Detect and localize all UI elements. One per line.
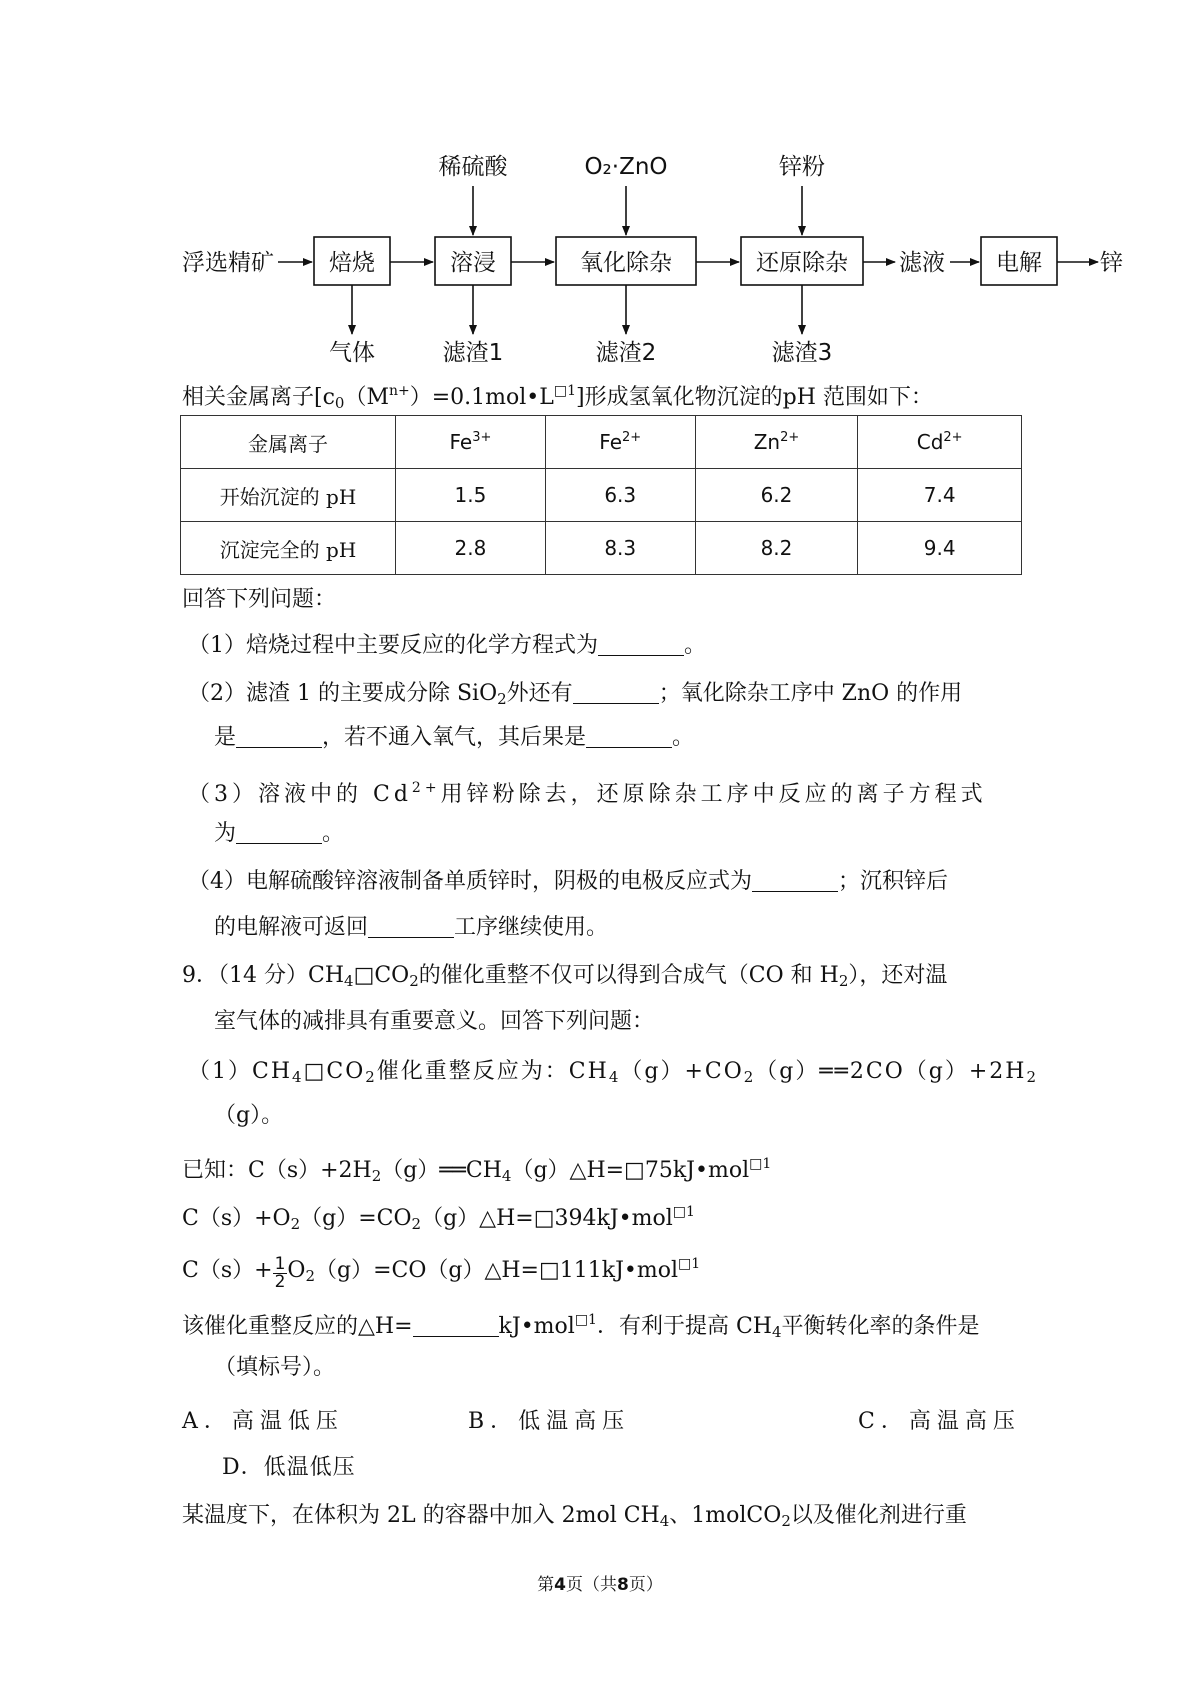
- intro-c-subscript: 0: [334, 394, 345, 412]
- subscript: 2: [781, 1512, 791, 1530]
- subscript: 2: [1026, 1068, 1038, 1086]
- table-cell: 2.8: [396, 522, 546, 575]
- subscript: 2: [305, 1267, 315, 1285]
- question-text: kJ•mol: [498, 1314, 575, 1339]
- process-flowchart: [0, 0, 1200, 370]
- ion-symbol: Fe: [599, 430, 623, 454]
- ion-charge: 2+: [622, 430, 642, 445]
- question-text: 是: [214, 725, 237, 750]
- intro-l-superscript: □1: [553, 383, 577, 399]
- footer-text: 页）: [628, 1575, 663, 1595]
- question-text: （1）焙烧过程中主要反应的化学方程式为: [188, 633, 598, 658]
- question-text: ；沉积锌后: [838, 869, 949, 894]
- known-equation-1: [182, 1148, 771, 1192]
- equation-text: （g）=CO（g）△H=□111kJ•mol: [314, 1258, 679, 1283]
- byproduct-label-residue3: 滤渣3: [771, 340, 833, 366]
- equation-text: 已知：C（s）+2H: [182, 1158, 372, 1183]
- ph-range-table: [180, 415, 1022, 575]
- table-intro-line: [182, 375, 933, 419]
- equation-text: （g）=CO: [300, 1206, 412, 1231]
- question-text: 的电解液可返回: [214, 915, 369, 940]
- table-header-cell: [396, 416, 546, 469]
- question-text: □CO: [353, 963, 410, 988]
- question-text: 、1molCO: [669, 1503, 782, 1528]
- question-text: 。: [684, 633, 707, 658]
- ion-charge: 2+: [780, 430, 800, 445]
- question-4-line-2: [214, 912, 608, 944]
- question-text: 用锌粉除去，还原除杂工序中反应的离子方程式: [440, 782, 987, 807]
- question-text: 9．（14 分）CH: [182, 963, 345, 988]
- step-label-oxidation: 氧化除杂: [580, 250, 672, 276]
- question-text: 以及催化剂进行重: [790, 1503, 967, 1528]
- question-text: （g）══2CO（g）+2H: [755, 1059, 1027, 1084]
- equation-text: （g）△H=□394kJ•mol: [421, 1206, 673, 1231]
- byproduct-label-residue2: 滤渣2: [595, 340, 657, 366]
- ion-charge: 3+: [472, 430, 492, 445]
- question-2-line-2: [214, 722, 694, 754]
- subscript: 2: [497, 690, 507, 708]
- table-cell: 6.2: [695, 469, 858, 522]
- table-row-label: 开始沉淀的 pH: [181, 469, 396, 522]
- subscript: 4: [659, 1512, 670, 1530]
- table-header-cell: [858, 416, 1022, 469]
- table-cell: 7.4: [858, 469, 1022, 522]
- question-text: ．有利于提高 CH: [596, 1314, 772, 1339]
- step-label-leaching: 溶浸: [450, 250, 496, 276]
- superscript: □1: [672, 1204, 695, 1220]
- table-header-cell: [545, 416, 695, 469]
- answer-blank: [573, 681, 659, 704]
- table-row: [181, 522, 1022, 575]
- question-3-line-2: [214, 818, 344, 850]
- equation-text: C（s）+O: [182, 1206, 291, 1231]
- superscript: 2+: [411, 780, 441, 796]
- answer-blank: [236, 821, 322, 844]
- subscript: 2: [411, 1215, 422, 1233]
- footer-text: 第: [537, 1575, 555, 1595]
- subscript: 4: [771, 1323, 782, 1341]
- ion-symbol: Cd: [916, 430, 944, 454]
- question-9-part-1-line-1: [188, 1056, 1038, 1093]
- option-a: A．高温低压: [182, 1409, 344, 1434]
- subscript: 2: [371, 1167, 382, 1185]
- known-equation-3: [182, 1248, 700, 1292]
- intro-text: （M: [344, 385, 389, 410]
- question-text: 平衡转化率的条件是: [781, 1314, 980, 1339]
- flow-input-label: 浮选精矿: [182, 250, 274, 276]
- step-label-electrolysis: 电解: [996, 250, 1042, 276]
- delta-h-question-line-1: [182, 1304, 980, 1348]
- table-header-cell: [695, 416, 858, 469]
- equation-text: （g）══CH: [381, 1158, 502, 1183]
- superscript: □1: [678, 1256, 701, 1272]
- question-text: 该催化重整反应的△H=: [182, 1314, 413, 1339]
- subscript: 2: [838, 972, 849, 990]
- table-header-row: [181, 416, 1022, 469]
- question-text: 为: [214, 821, 237, 846]
- table-header-cell: 金属离子: [181, 416, 396, 469]
- equation-text: （g）△H=□75kJ•mol: [511, 1158, 750, 1183]
- answer-blank: [586, 725, 672, 748]
- question-text: ，若不通入氧气，其后果是: [322, 725, 587, 750]
- ion-symbol: Fe: [449, 430, 473, 454]
- delta-h-question-line-2: （填标号）。: [214, 1355, 336, 1380]
- footer-page-number: 4: [554, 1575, 566, 1595]
- step-label-reduction: 还原除杂: [756, 250, 848, 276]
- question-text: 外还有: [506, 681, 573, 706]
- question-text: ；氧化除杂工序中 ZnO 的作用: [658, 681, 963, 706]
- equation-text: O: [287, 1258, 306, 1283]
- fraction-one-half: [273, 1256, 288, 1291]
- questions-lead: 回答下列问题：: [182, 587, 337, 612]
- ion-symbol: Zn: [753, 430, 781, 454]
- fraction-numerator: 1: [274, 1254, 286, 1274]
- question-1: [188, 630, 706, 662]
- flow-filtrate-label: 滤液: [899, 250, 945, 276]
- intro-m-superscript: n+: [388, 383, 410, 399]
- question-9-last-line: [182, 1500, 967, 1537]
- table-cell: 1.5: [396, 469, 546, 522]
- table-cell: 8.3: [545, 522, 695, 575]
- byproduct-label-residue1: 滤渣1: [442, 340, 504, 366]
- subscript: 4: [501, 1167, 512, 1185]
- question-text: （2）滤渣 1 的主要成分除 SiO: [188, 681, 498, 706]
- intro-text: ]形成氢氧化物沉淀的pH 范围如下：: [576, 385, 933, 410]
- question-text: （4）电解硫酸锌溶液制备单质锌时，阴极的电极反应式为: [188, 869, 752, 894]
- superscript: □1: [574, 1312, 597, 1328]
- ion-charge: 2+: [943, 430, 963, 445]
- superscript: □1: [749, 1156, 772, 1172]
- subscript: 2: [365, 1068, 377, 1086]
- table-row-label: 沉淀完全的 pH: [181, 522, 396, 575]
- answer-blank: [368, 915, 454, 938]
- answer-blank: [752, 869, 838, 892]
- fraction-denominator: 2: [274, 1272, 286, 1292]
- question-text: ），还对温: [848, 963, 948, 988]
- reagent-label-oxygen-zno: O₂·ZnO: [584, 154, 668, 180]
- reagent-label-zinc-powder: 锌粉: [779, 154, 825, 180]
- option-d: D．低温低压: [222, 1455, 356, 1480]
- table-cell: 9.4: [858, 522, 1022, 575]
- question-text: 工序继续使用。: [454, 915, 609, 940]
- flow-output-label: 锌: [1100, 250, 1123, 276]
- question-text: 催化重整反应为：CH: [376, 1059, 609, 1084]
- subscript: 4: [292, 1068, 304, 1086]
- equation-text: C（s）+: [182, 1258, 273, 1283]
- question-text: （3）溶液中的 Cd: [188, 782, 412, 807]
- question-3-line-1: [188, 772, 987, 811]
- question-text: □CO: [303, 1059, 366, 1084]
- answer-blank: [413, 1314, 499, 1337]
- answer-blank: [236, 725, 322, 748]
- question-9-part-1-line-2: （g）。: [214, 1103, 284, 1128]
- byproduct-label-gas: 气体: [329, 340, 375, 366]
- known-equation-2: [182, 1196, 695, 1240]
- question-text: （1）CH: [188, 1059, 293, 1084]
- footer-total-pages: 8: [617, 1575, 629, 1595]
- reagent-label-acid: 稀硫酸: [438, 154, 508, 180]
- table-row: [181, 469, 1022, 522]
- table-cell: 6.3: [545, 469, 695, 522]
- question-9-line-1: [182, 960, 947, 997]
- question-text: 某温度下，在体积为 2L 的容器中加入 2mol CH: [182, 1503, 660, 1528]
- subscript: 2: [743, 1068, 756, 1086]
- step-label-roasting: 焙烧: [329, 250, 375, 276]
- table-cell: 8.2: [695, 522, 858, 575]
- question-text: （g）+CO: [620, 1059, 744, 1084]
- subscript: 4: [344, 972, 354, 990]
- intro-text: 相关金属离子[c: [182, 385, 335, 410]
- subscript: 2: [290, 1215, 301, 1233]
- option-c: C．高温高压: [858, 1409, 1021, 1434]
- answer-blank: [598, 633, 684, 656]
- question-2-line-1: [188, 678, 962, 715]
- option-b: B．低温高压: [468, 1409, 631, 1434]
- question-9-line-2: 室气体的减排具有重要意义。回答下列问题：: [214, 1009, 655, 1034]
- question-text: 。: [322, 821, 345, 846]
- subscript: 4: [608, 1068, 621, 1086]
- question-text: 。: [672, 725, 695, 750]
- intro-text: ）=0.1mol•L: [409, 385, 554, 410]
- page-footer: [0, 1570, 1200, 1595]
- footer-text: 页（共: [566, 1575, 617, 1595]
- question-4-line-1: [188, 866, 948, 898]
- question-text: 的催化重整不仅可以得到合成气（CO 和 H: [418, 963, 839, 988]
- subscript: 2: [409, 972, 419, 990]
